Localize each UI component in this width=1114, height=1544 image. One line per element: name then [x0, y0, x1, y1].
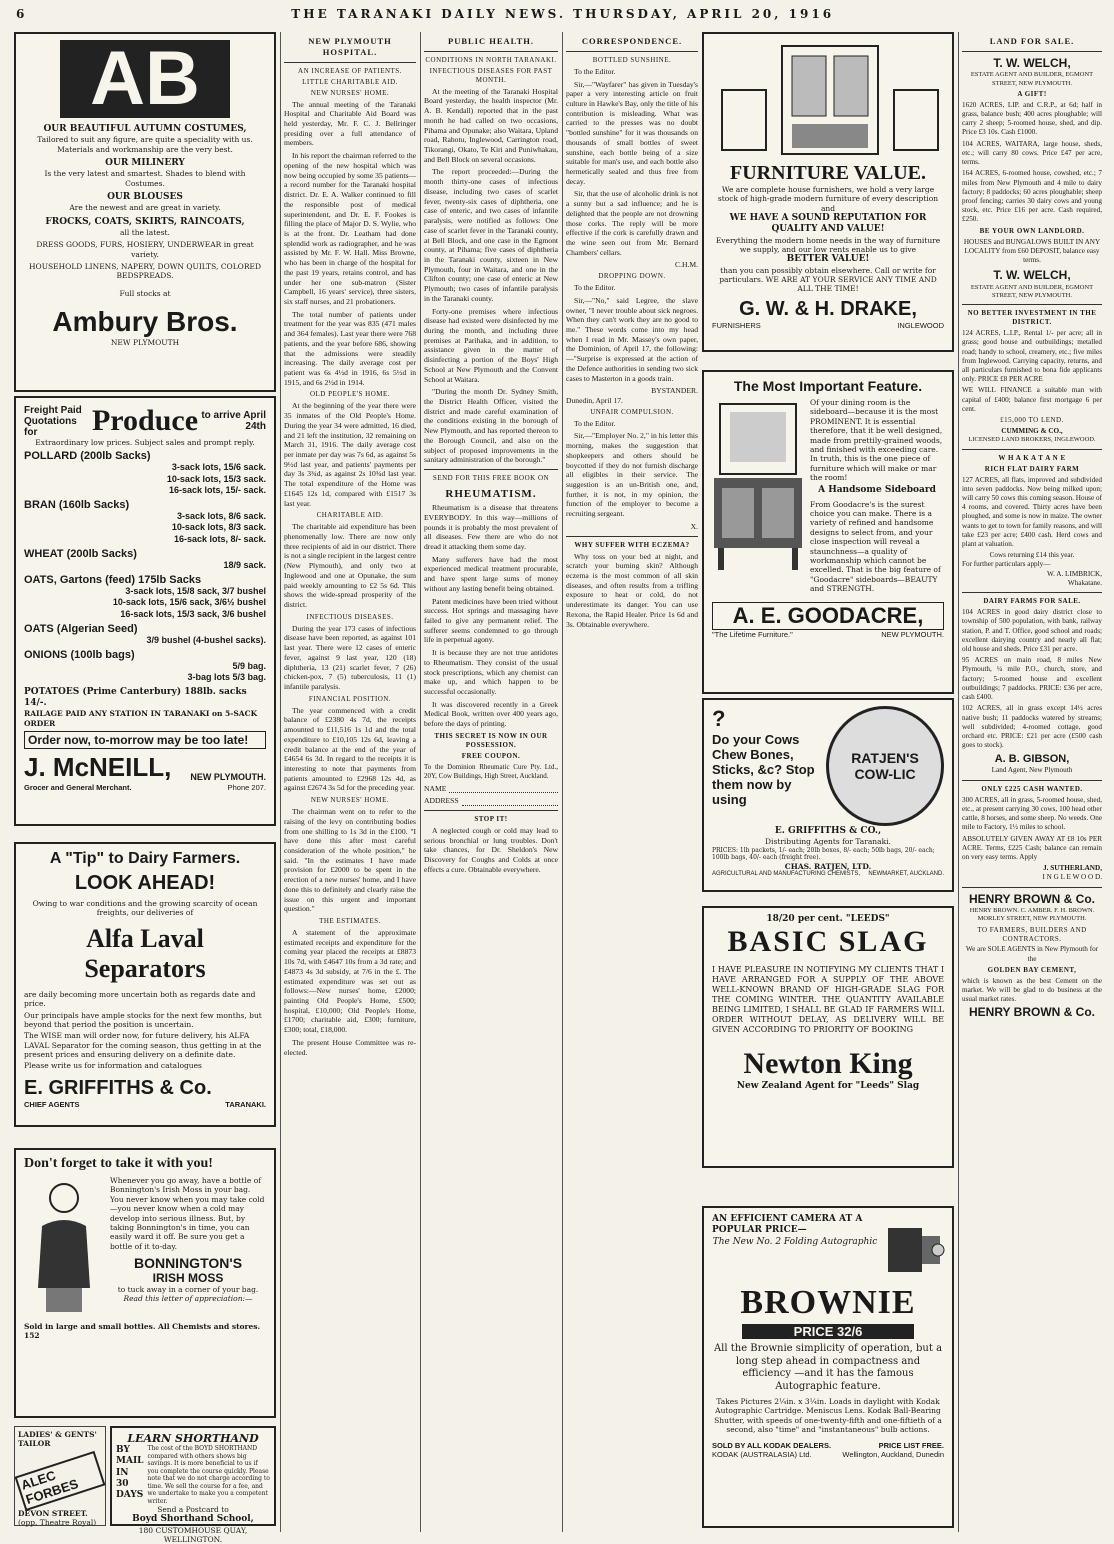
- moss-tagline: to tuck away in a corner of your bag.: [117, 1285, 259, 1294]
- hospital-para: At the beginning of the year there were 35 inmates of the Old People's Home. During the year 34 were admitted, 16 died, and 21 left the institution, 32 remaining on March 31, 1916. The daily average cost per inmate per day was 7s 6d, as against 5s 9½d last year, and patients' payments per day 3s 3¾d, as against 2s 10¾d last year. The total expenditure of the Home was £1645 12s 1d, compared with £1517 3s last year.: [284, 401, 416, 508]
- welch-name: T. W. WELCH,: [993, 55, 1071, 70]
- brownie-top: AN EFFICIENT CAMERA AT A POPULAR PRICE—: [712, 1214, 863, 1236]
- hospital-title: NEW PLYMOUTH HOSPITAL.: [308, 36, 392, 57]
- welch2-addr: ESTATE AGENT AND BUILDER, EGMONT STREET, NEW PLYMOUTH.: [970, 283, 1094, 299]
- ambury-line: FROCKS, COATS, SKIRTS, RAINCOATS,: [45, 216, 245, 227]
- price-item-name: OATS (Algerian Seed): [24, 622, 138, 635]
- forbes-opp: (opp. Theatre Royal): [18, 1518, 97, 1528]
- stop-title: STOP IT!: [474, 815, 508, 824]
- drake-town: INGLEWOOD: [897, 320, 944, 330]
- ambury-line: Tailored to suit any figure, are quite a speciality with us. Materials and workmanship are the very best.: [37, 135, 253, 154]
- ambury-name: Ambury Bros.: [52, 306, 238, 338]
- hospital-para: The annual meeting of the Taranaki Hospital and Charitable Aid Board was held yesterday, Mr. F. C. J. Bellringer presiding over a full attendance of members.: [284, 99, 416, 148]
- limbrick: W. A. LIMBRICK,: [1046, 569, 1102, 578]
- shorthand-title: LEARN SHORTHAND: [127, 1432, 259, 1445]
- section-heading: FINANCIAL POSITION.: [308, 694, 392, 703]
- arrival-label: to arrive April 24th: [201, 410, 266, 432]
- price-item-name: POLLARD (200lb Sacks): [24, 450, 151, 463]
- subtitle: Extraordinary low prices. Subject sales and prompt reply.: [35, 438, 255, 447]
- produce-heading: Produce: [91, 404, 199, 437]
- ambury-line: Full stocks at: [119, 288, 171, 298]
- health-sub: CONDITIONS IN NORTH TARANAKI.: [425, 55, 557, 64]
- moss-letter: Read this letter of appreciation:—: [123, 1294, 253, 1304]
- letter-para: To the Editor.: [574, 283, 616, 293]
- cowlic-town: NEWMARKET, AUCKLAND.: [868, 871, 944, 877]
- letter-sign: BYSTANDER.: [651, 386, 698, 396]
- hb-body: which is known as the best Cement on the market. We will be glad to do business at the usual market rates.: [962, 976, 1102, 1004]
- flat-apply: For further particulars apply—: [962, 560, 1051, 569]
- section-heading: CHARITABLE AID.: [316, 511, 384, 520]
- forbes-name: ALEC FORBES: [14, 1451, 105, 1511]
- price-line: 10-sack lots, 8/3 sack.: [171, 522, 266, 533]
- letter-para: Sir,—"Employer No. 2," in his letter this morning, makes the suggestion that shopkeepers and others should be boycotted if they do not furnish discharge all eligibles in their service. The suggestion is an un-British one, and, further, it is not, in my opinion, the function of the employer to become a recruiting sergeant.: [566, 431, 698, 519]
- price-line: 10-sack lots, 15/6 sack, 3/6½ bushel: [112, 597, 266, 608]
- slag-pct: 18/20 per cent. "LEEDS": [766, 914, 890, 924]
- moss-headline: Don't forget to take it with you!: [24, 1156, 213, 1171]
- hb-addr: MORLEY STREET, NEW PLYMOUTH.: [977, 915, 1087, 923]
- potatoes-line: POTATOES (Prime Canterbury) 188lb. sacks 14/-.: [24, 686, 247, 708]
- gibson-addr: Land Agent, New Plymouth: [991, 766, 1073, 775]
- sutherland-town: I N G L E W O O D.: [1042, 873, 1102, 882]
- masthead: [0, 0, 1114, 28]
- drake-body2: Everything the modern home needs in the way of furniture we supply, and our low rents enable us to give: [715, 235, 941, 254]
- sutherland: J. SUTHERLAND,: [1043, 864, 1102, 873]
- letter-para: To the Editor.: [574, 66, 616, 76]
- hb-sign: HENRY BROWN & Co.: [969, 1004, 1095, 1019]
- moss-body: Whenever you go away, have a bottle of Bonnington's Irish Moss in your bag. You never know when you may take cold—you never know when a cold may develop into serious illness. But, by taking Bonnington's in time, you can easily ward it off. Be sure you get a bottle of it to-day.: [110, 1176, 265, 1251]
- given: ABSOLUTELY GIVEN AWAY AT £8 10s PER ACRE. Terms, £225 Cash; balance can remain on very easy terms. Apply: [962, 834, 1102, 861]
- health-para: The report proceeded:—During the month thirty-one cases of infectious disease, including two cases of scarlet fever, twenty-six cases of diphtheria, one case of enteric, and two cases of infantile paralysis, were notified as follows: One case of scarlet fever in the Taranaki county, at Bell Block, and one case in the Egmont county, at Pihama; five cases of diphtheria in the Taranaki county, sixteen in New Plymouth, four in Waitara, and one in the Clifton county; one case of enteric at New Plymouth; two cases of infantile paralysis in the Taranaki county.: [424, 167, 558, 303]
- eczema-title: WHY SUFFER WITH ECZEMA?: [574, 540, 690, 549]
- slag-agent: New Zealand Agent for "Leeds" Slag: [736, 1081, 920, 1092]
- land-title: LAND FOR SALE.: [989, 36, 1075, 46]
- brownie-sold: SOLD BY ALL KODAK DEALERS.: [712, 1440, 832, 1450]
- cowlic-seal-text: RATJEN'S COW-LIC: [851, 750, 919, 782]
- listing: 102 ACRES, all in grass except 14½ acres native bush; 11 paddocks watered by streams; well subdivided; 4-roomed cottage, good orchard etc. PRICE: £21 per acre (£500 cash goes to stock).: [962, 704, 1102, 750]
- ambury-line: OUR MILINERY: [105, 158, 185, 168]
- shorthand-addr: 180 CUSTOMHOUSE QUAY, WELLINGTON.: [138, 1525, 248, 1544]
- price-line: 16-sack lots, 15/- sack.: [168, 484, 266, 495]
- alfa-body: The WISE man will order now, for future delivery, his ALFA LAVAL Separator for the coming season, thus getting in at the present prices and ensuring delivery on a definite date.: [24, 1031, 262, 1059]
- mcneill-ad: [14, 396, 276, 826]
- cash-body: 300 ACRES, all in grass, 5-roomed house, shed, etc., at present carrying 30 cows, 100 head other cattle, 8 horses, and some sheep. No weeds. One mile to Factory, 1½ miles to school.: [962, 795, 1102, 832]
- forbes-street: DEVON STREET.: [18, 1508, 88, 1518]
- ambury-line: Is the very latest and smartest. Shades to blend with Costumes.: [44, 169, 246, 188]
- drake-trade: FURNISHERS: [712, 320, 761, 330]
- section-heading: THE ESTIMATES.: [319, 917, 381, 925]
- letter-title: UNFAIR COMPULSION.: [590, 407, 674, 416]
- health-article: [424, 32, 558, 1528]
- health-title: PUBLIC HEALTH.: [448, 36, 534, 46]
- ambury-line: DRESS GOODS, FURS, HOSIERY, UNDERWEAR in great variety.: [36, 240, 254, 259]
- goodacre-sub: A Handsome Sideboard: [818, 485, 936, 496]
- price-item: [24, 548, 266, 571]
- drake-rep: WE HAVE A SOUND REPUTATION FOR QUALITY AND VALUE!: [729, 213, 927, 235]
- alfa-firm: E. GRIFFITHS & Co.: [24, 1076, 212, 1099]
- shorthand-lead: BY MAIL IN 30 DAYS: [116, 1445, 144, 1500]
- stop-para: A neglected cough or cold may lead to serious bronchial or lung troubles. Don't take chances, for Dr. Sheldon's New Discovery for Coughs and Colds at once effects a cure. Obtainable everywhere.: [424, 826, 558, 874]
- letter-sign: X.: [690, 521, 698, 531]
- goodacre-name: A. E. GOODACRE,: [712, 602, 944, 630]
- ambury-line: HOUSEHOLD LINENS, NAPERY, DOWN QUILTS, COLORED BEDSPREADS.: [29, 262, 261, 281]
- drake-headline: FURNITURE VALUE.: [730, 162, 926, 184]
- price-line: 18/9 sack.: [223, 559, 266, 570]
- newton-king: Newton King: [743, 1047, 913, 1081]
- letter-para: To the Editor.: [574, 418, 616, 428]
- ambury-line: all the latest.: [120, 227, 170, 237]
- free-coupon: FREE COUPON.: [461, 751, 521, 760]
- health-sub: INFECTIOUS DISEASES FOR PAST MONTH.: [429, 66, 553, 84]
- rheum-para: Patent medicines have been tried without success. Hot springs and massaging have failed to give any permanent relief. The sufferer seems condemned to go through life in perpetual agony.: [424, 596, 558, 645]
- cash-title: ONLY £225 CASH WANTED.: [981, 784, 1083, 793]
- order-now: Order now, to-morrow may be too late!: [24, 731, 266, 749]
- price-item: [24, 649, 266, 684]
- mcneill-town: NEW PLYMOUTH.: [190, 771, 266, 782]
- furniture-illustration: [712, 40, 948, 158]
- alfa-product: Alfa Laval Separators: [84, 923, 206, 983]
- hospital-sub: NEW NURSES' HOME.: [310, 88, 390, 97]
- section-heading: OLD PEOPLE'S HOME.: [309, 390, 391, 399]
- brownie-cities: Wellington, Auckland, Dunedin: [842, 1449, 944, 1459]
- corr-title: CORRESPONDENCE.: [581, 36, 683, 46]
- tip-heading: A "Tip" to Dairy Farmers.: [49, 850, 241, 867]
- hb-partners: HENRY BROWN. C. AMBER. F. H. BROWN.: [969, 906, 1095, 914]
- shorthand-send: Send a Postcard to: [157, 1505, 229, 1514]
- ambury-line: Are the newest and are great in variety.: [69, 203, 221, 213]
- brownie-small: Takes Pictures 2¼in. x 3¼in. Loads in daylight with Kodak Autographic Cartridge. Meniscus Lens. Kodak Ball-Bearing Shutter, with speeds of one-twenty-fifth and one-fiftieth of a second, also "time" and "instantaneous" bulb actions.: [714, 1397, 942, 1435]
- ambury-ad: [14, 32, 276, 392]
- landlord: BE YOUR OWN LANDLORD.: [979, 226, 1085, 235]
- flat-body: 127 ACRES, all flats, improved and subdivided into seven paddocks. Now being milked upon; will carry 50 cows this coming season. House of 4 rooms, and covered. Thirty acres have been ploughed, and some is now in maize. The owner wants to get to town for family reasons, and will take £23 per acre; £400 cash. Herd cows and plant at valuation.: [962, 475, 1102, 549]
- letter-para: Sir,—"No," said Legree, the slave owner, "I never trouble about sick negroes. When they can't work they are no good to me." These words come into my head when I read in Mr. Massey's own paper, the Dominion, of April 17, the following:—"Surprise is expressed at the action of the Defence authorities in sending two sick cases to Masterton in a goods train.: [566, 295, 698, 383]
- coupon-to: To the Dominion Rheumatic Cure Pty. Ltd., 20Y, Cow Buildings, High Street, Auckland.: [424, 762, 558, 780]
- price-line: 3-sack lots, 8/6 sack.: [176, 511, 266, 522]
- letter-para: Sir, that the use of alcoholic drink is not a sunny but a sad influence; and he is delighted that the people are not drowning those corks. The reply will be more effective if the cork is carefully drawn and the wine seen out from Mr. Bernard Chambers' cellars.: [566, 189, 698, 257]
- goodacre-tag: "The Lifetime Furniture.": [712, 630, 793, 639]
- irish-moss-ad: [14, 1148, 276, 1418]
- correspondence-article: [566, 32, 698, 1528]
- ab-logo: AB: [60, 40, 230, 118]
- traveller-illustration: [24, 1176, 104, 1316]
- hospital-para: The present House Committee was re-elected.: [284, 1037, 416, 1057]
- health-para: "During the month Dr. Sydney Smith, the District Health Officer, visited the district and made careful examination of the conditions existing in the borough of New Plymouth, and has reported thereon to the Borough Council, and also on the subject of proposed improvements in the sanitary administration of the borough.": [424, 387, 558, 465]
- limbrick-town: Whakatane.: [1067, 578, 1102, 587]
- letter-sign: C.H.M.: [675, 260, 698, 270]
- address-field[interactable]: [462, 796, 558, 806]
- invest-body: 124 ACRES, L.I.P., Rental 1/- per acre; all in grass; good house and outbuildings; metalled road; handy to school, creamery, etc.; five miles from Inglewood. Carrying capacity, returns, and all particulars furnished to bona fide applicants only. PRICE £8 PER ACRE: [962, 329, 1102, 384]
- hospital-para: The charitable aid expenditure has been phenomenally low. There are now only three recipients of aid in our district. There is not a single recipient in the largest centre (New Plymouth), and only two at Inglewood and one at Opunake, the sum paid weekly amounting to £2 5s 6d. This shows the wide-spread prosperity of the district.: [284, 522, 416, 610]
- brownie-ad: [702, 1206, 954, 1528]
- letter-place: Dunedin, April 17.: [566, 396, 623, 406]
- letter-para: Sir,—"Wayfarer" has given in Tuesday's paper a very interesting article on fruit culture in Hawke's Bay, only the title of his contribution is misleading. What was carried to the presses was no doubt "bottled sunshine" for it was thousands on thousands of small bottles of sweet sunshine, each bottle being of a size suitable for man's use, and each bottle also hermetically sealed and thus free from decay.: [566, 79, 698, 186]
- moss-brand: BONNINGTON'S: [133, 1255, 243, 1271]
- cumming-addr: LICENSED LAND BROKERS, INGLEWOOD.: [968, 436, 1096, 444]
- cowlic-maker2: AGRICULTURAL AND MANUFACTURING CHEMISTS,: [712, 871, 861, 877]
- brownie-list: PRICE LIST FREE.: [878, 1440, 944, 1450]
- drake-name: G. W. & H. DRAKE,: [739, 297, 917, 320]
- rheumatism-title: RHEUMATISM.: [445, 488, 537, 500]
- page-number: 6: [16, 7, 28, 21]
- cowlic-dist: Distributing Agents for Taranaki.: [765, 837, 891, 847]
- flat-farm: RICH FLAT DAIRY FARM: [984, 464, 1080, 473]
- welch2-name: T. W. WELCH,: [993, 268, 1071, 283]
- price-item-name: OATS, Gartons (feed) 175lb Sacks: [24, 574, 202, 587]
- sideboard-illustration: [712, 398, 804, 598]
- ambury-line: OUR BEAUTIFUL AUTUMN COSTUMES,: [43, 124, 247, 134]
- alfa-region: TARANAKI.: [225, 1099, 266, 1109]
- railage-line: RAILAGE PAID ANY STATION IN TARANAKI on 5-SACK ORDER: [24, 709, 258, 728]
- brownie-price: PRICE 32/6: [742, 1324, 914, 1339]
- hospital-para: In his report the chairman referred to the opening of the new hospital which was now being occupied by some 35 patients—a record number for the Taranaki hospital district. Dr. E. A. Walker continued to fill the responsible post of medical superintendent, and Dr. E. F. Fookes is filling the place of Major D. S. Wylie, who is at the front. Dr. Leatham had done splendid work as radiographer, and he was assisted by Mr. F. W. Hall. Miss Browne, who has been in charge of the hospital for the past 19 years, retains control, and has under her one sub-matron (Sister Campbell, 16 years' service), three sisters, six staff nurses, and 21 probationers.: [284, 151, 416, 306]
- secret-line: THIS SECRET IS NOW IN OUR POSSESSION.: [434, 731, 548, 749]
- slag-body: I HAVE PLEASURE IN NOTIFYING MY CLIENTS THAT I HAVE ARRANGED FOR A SUPPLY OF THE ABOVE WELL-KNOWN BRAND OF HIGH-GRADE SLAG FOR THE COMING WINTER. THE QUANTITY AVAILABLE BEING LIMITED, I SHALL BE GLAD IF FARMERS WILL ORDER WITHOUT DELAY, AS DELIVERY WILL BE GIVEN ACCORDING TO PRIORITY OF BOOKING: [712, 965, 944, 1035]
- eczema-para: Why toss on your bed at night, and scratch your burning skin? Although eczema is the most common of all skin diseases, and often results from a trifling exposure to heat or cold, do not underestimate its danger. You can use Rexona, the Rapid Healer. Price 1s 6d and 3s. Obtainable everywhere.: [566, 551, 698, 629]
- drake-better: BETTER VALUE!: [786, 254, 870, 265]
- hospital-para: A statement of the approximate estimated receipts and expenditure for the coming year placed the receipts at £8873 10s 7d, with £4647 10s from a 3d rate; and £4873 4s 3d subsidy, at 7/6 in the £. The estimated expenditure was set out as follows:—New nurses' home, £2000; painting Old People's Home, £500; hospital, £10,000; Old People's Home, £1700; charitable aid, £300; furniture, £300; total, £18,000.: [284, 927, 416, 1035]
- listing: 164 ACRES, 6-roomed house, cowshed, etc.; 7 miles from New Plymouth and 4 mile to dairy factory; 8 paddocks; 60 acres ploughable; sheep proof fencing; carries 30 dairy cows and young stock, etc. Price £16 per acre. Cash required, £250.: [962, 169, 1102, 224]
- shorthand-ad: [110, 1426, 276, 1544]
- flat-tail: Cows returning £14 this year.: [989, 551, 1075, 560]
- mcneill-trade: Grocer and General Merchant.: [24, 782, 132, 792]
- hb-to: TO FARMERS, BUILDERS AND CONTRACTORS.: [977, 925, 1087, 943]
- brownie-name: BROWNIE: [740, 1284, 916, 1321]
- price-line: 3-bag lots 5/3 bag.: [187, 672, 266, 683]
- brownie-model: The New No. 2 Folding Autographic: [712, 1236, 878, 1247]
- price-item: [24, 574, 266, 620]
- gibson: A. B. GIBSON,: [994, 753, 1070, 766]
- alfa-ad: [14, 842, 276, 1127]
- rheum-para: Many sufferers have had the most experienced medical treatment procurable, and have spent large sums of money without any lasting benefit being obtained.: [424, 554, 558, 593]
- price-line: 3-sack lots, 15/6 sack.: [171, 462, 266, 473]
- shorthand-body: The cost of the BOYD SHORTHAND compared with others shows big savings. It is more beneficial to us if you complete the course quickly. Please note that we do not charge according to time. We sell the course for a fee, and we undertake to make you a competent writer.: [147, 1445, 270, 1505]
- slag-headline: BASIC SLAG: [727, 925, 929, 959]
- ambury-line: OUR BLOUSES: [107, 192, 183, 202]
- cowlic-headline: Do your Cows Chew Bones, Sticks, &c? Stop them now by using: [712, 732, 815, 807]
- brownie-firm: KODAK (AUSTRALASIA) Ltd.: [712, 1449, 812, 1459]
- price-item: [24, 499, 266, 545]
- dairy-title: DAIRY FARMS FOR SALE.: [983, 597, 1081, 606]
- rheum-para: It is because they are not true antidotes to Rheumatism. They consist of the usual stock prescriptions, which any chemist can make up, and which happen to be successful occasionally.: [424, 648, 558, 697]
- goodacre-ad: [702, 370, 954, 694]
- look-ahead: LOOK AHEAD!: [74, 872, 216, 894]
- moss-footer: Sold in large and small bottles. All Chemists and stores. 152: [24, 1322, 261, 1341]
- address-label: ADDRESS: [424, 796, 459, 806]
- hospital-sub: LITTLE CHARITABLE AID.: [302, 77, 398, 86]
- cowlic-ad: [702, 698, 954, 892]
- goodacre-body: Of your dining room is the sideboard—because it is the most PROMINENT. It is essential therefore, that it be well designed, made from prettily-grained woods, and finished with exceeding care. In truth, this is the one piece of furniture which will make or mar the room!: [810, 398, 943, 482]
- section-heading: INFECTIOUS DISEASES.: [306, 612, 394, 621]
- invest: NO BETTER INVESTMENT IN THE DISTRICT.: [967, 309, 1097, 327]
- hospital-article: [284, 32, 416, 1528]
- question-mark: ?: [712, 706, 726, 731]
- price-line: 5/9 bag.: [232, 661, 266, 672]
- forbes-label: LADIES' & GENTS' TAILOR: [18, 1430, 97, 1449]
- price-item-name: BRAN (160lb Sacks): [24, 499, 130, 512]
- forbes-ad: [14, 1426, 106, 1526]
- mcneill-name: J. McNEILL,: [24, 751, 172, 782]
- shorthand-school: Boyd Shorthand School,: [132, 1514, 254, 1525]
- section-heading: NEW NURSES' HOME.: [310, 796, 390, 805]
- camera-illustration: [884, 1214, 944, 1284]
- hb-product: GOLDEN BAY CEMENT,: [987, 965, 1077, 974]
- drake-body: We are complete house furnishers, we hold a very large stock of high-grade modern furniture of every description and: [717, 185, 939, 213]
- price-line: 10-sack lots, 15/3 sack.: [166, 473, 266, 484]
- welch-addr: ESTATE AGENT AND BUILDER, EGMONT STREET, NEW PLYMOUTH.: [970, 71, 1094, 87]
- rheum-para: Rheumatism is a disease that threatens EVERYBODY. In this way—millions of pounds it is probably the most prevalent of all diseases. Few there are who do not dread it attacking them some day.: [424, 503, 558, 551]
- cowlic-maker: CHAS. RATJEN, LTD.: [784, 861, 872, 871]
- houses: HOUSES and BUNGALOWS BUILT IN ANY LOCALITY from £60 DEPOSIT, balance easy terms.: [963, 237, 1101, 265]
- land-column: [962, 32, 1102, 1528]
- alfa-body: Our principals have ample stocks for the next few months, but beyond that period the position is uncertain.: [24, 1010, 262, 1029]
- hospital-para: During the year 173 cases of infectious disease have been reported, as against 101 last year. There were 12 cases of enteric fever, against 9 last year, 120 (18) diphtheria, 13 (21) scarlet fever, 7 (26) chicken-pox, 7 (5) tuberculosis, 11 (1) infantile paralysis.: [284, 623, 416, 691]
- price-item: [24, 450, 266, 496]
- name-field[interactable]: [449, 784, 558, 794]
- hospital-sub: AN INCREASE OF PATIENTS.: [298, 66, 402, 75]
- gift: A GIFT!: [1017, 89, 1047, 98]
- drake-ad: [702, 32, 954, 352]
- price-line: 16-sack lots, 15/3 sack, 3/6 bushel: [120, 608, 266, 619]
- hospital-para: The chairman went on to refer to the raising of the levy on contributing bodies from one shilling to 1s 3d in the £100. "I have done this after most careful consideration of the whole position," he said. "In the estimates I have made provision for £2000 to be spent in the erection of a new nurses' home, and I have done this to definitely and clearly raise the issue on this urgent and important question.": [284, 807, 416, 914]
- hospital-para: The total number of patients under treatment for the year was 835 (471 males and 364 females). Last year there were 768 patients, and the year before 686, showing that the admissions were steadily increasing. The daily average cost per patient was 6s 4½d in 1916, 6s 5½d in 1915, and 6s 2½d in 1914.: [284, 309, 416, 387]
- cowlic-seal: [826, 706, 944, 826]
- listing: 1620 ACRES, LIP. and C.R.P., at 6d; half in grass, balance bush; 400 acres ploughable; will carry 2 sheep; 5-roomed house, shed, and dip. Price £3 10s. Cash £1000.: [962, 100, 1102, 137]
- listing: 104 ACRES in good dairy district close to township of 500 population, with bank, railway station, P. and T. Office, good school and roads; excellent dairying country and nearly all flat; old house and sheds. Price £31 per acre.: [962, 608, 1102, 653]
- masthead-title: THE TARANAKI DAILY NEWS. THURSDAY, APRIL 20, 1916: [291, 7, 835, 21]
- price-item-name: WHEAT (200lb Sacks): [24, 547, 137, 560]
- price-line: 16-sack lots, 8/- sack.: [173, 533, 266, 544]
- price-item: [24, 623, 266, 646]
- coupon-intro: SEND FOR THIS FREE BOOK ON: [432, 474, 550, 483]
- ambury-town: NEW PLYMOUTH: [110, 338, 180, 348]
- price-list: [24, 450, 266, 683]
- hb-title: HENRY BROWN & Co.: [969, 891, 1095, 906]
- alfa-body: are daily becoming more uncertain both as regards date and price.: [24, 989, 256, 1009]
- hb-agents: We are SOLE AGENTS in New Plymouth for the: [965, 945, 1099, 963]
- name-label: NAME: [424, 783, 447, 793]
- health-para: Forty-one premises where infectious disease had existed were disinfected by me during the month, and including three premises at Parihaka, and in addition, to assistance given in the matter of disinfecting a portion of the Boys' High School at New Plymouth and the Convent School at Waitara.: [424, 306, 558, 384]
- goodacre-body2: From Goodacre's is the surest choice you can make. There is a variety of refined and handsome designs to select from, and your close inspection will reveal a staunchness—a quality of workmanship which cannot be excelled. That is the big feature of "Goodacre" sideboards—BEAUTY and STRENGTH.: [810, 499, 941, 593]
- lend: £15,000 TO LEND.: [1000, 416, 1064, 425]
- drake-body3: than you can possibly obtain elsewhere. Call or write for particulars. WE ARE AT YOUR SERVICE ANY TIME AND ALL THE TIME!: [719, 265, 937, 294]
- alfa-intro: Owing to war conditions and the growing scarcity of ocean freights, our deliveries of: [32, 899, 258, 918]
- hospital-para: The year commenced with a credit balance of £2380 4s 7d, the receipts amounted to £11,516 1s 1d and the total expenditure to £10,105 12s 6d, leaving a credit balance at the end of the year of £4654 6s 3d. In regard to the receipts it is interesting to note that payments from patients amounted to £2968 12s 4d, as against £2674 3s 5d for the preceding year.: [284, 705, 416, 793]
- listing: 104 ACRES, WAITARA, large house, sheds, etc.; will carry 80 cows. Price £47 per acre, terms.: [962, 139, 1102, 167]
- goodacre-headline: The Most Important Feature.: [733, 378, 923, 394]
- price-line: 3/9 bushel (4-bushel sacks).: [146, 634, 266, 645]
- cowlic-firm: E. GRIFFITHS & CO.,: [774, 826, 882, 836]
- quotations-label: Freight Paid Quotations for: [24, 404, 82, 438]
- brownie-body: All the Brownie simplicity of operation, but a long step ahead in compactness and efficiency —and it has the famous Autographic feature.: [713, 1343, 943, 1392]
- price-line: 3-sack lots, 15/8 sack, 3/7 bushel: [125, 586, 266, 597]
- alfa-body: Please write us for information and catalogues: [24, 1061, 202, 1071]
- health-para: At the meeting of the Taranaki Hospital Board yesterday, the health inspector (Mr. A. B. Kendall) reported that in the past month he had called on two occasions, Pihama and Opunake; also Waitara, Upland road, Rahotu, Inglewood, Carrington road, Tikorangi, Okato, Te Kiri and Puniwhakau, and Bell Block on several occasions.: [424, 86, 558, 164]
- price-item-name: ONIONS (100lb bags): [24, 649, 135, 662]
- letter-title: BOTTLED SUNSHINE.: [592, 55, 672, 64]
- cumming: CUMMING & CO.,: [1001, 427, 1063, 436]
- alfa-agents: CHIEF AGENTS: [24, 1099, 80, 1109]
- cowlic-prices: PRICES: 1lb packets, 1/- each; 20lb boxes, 8/- each; 50lb bags, 20/- each; 100lb bags, 40/- each (freight free).: [712, 846, 935, 862]
- finance: WE WILL FINANCE a suitable man with capital of £400; balance first mortgage 6 per cent.: [962, 386, 1102, 413]
- moss-product: IRISH MOSS: [152, 1271, 224, 1285]
- whakatane: W H A K A T A N E: [998, 453, 1066, 462]
- slag-ad: [702, 906, 954, 1168]
- rheum-para: It was discovered recently in a Greek Medical Book, written over 400 years ago, before the days of printing.: [424, 699, 558, 729]
- letter-title: DROPPING DOWN.: [598, 272, 666, 281]
- listing: 95 ACRES on main road, 8 miles New Plymouth, ¼ mile P.O., church, store, and factory; 5-roomed house and excellent outbuildings; 7 paddocks. PRICE: £36 per acre, cash £400.: [962, 656, 1102, 702]
- mcneill-phone: Phone 207.: [227, 782, 266, 792]
- goodacre-town: NEW PLYMOUTH.: [881, 630, 944, 639]
